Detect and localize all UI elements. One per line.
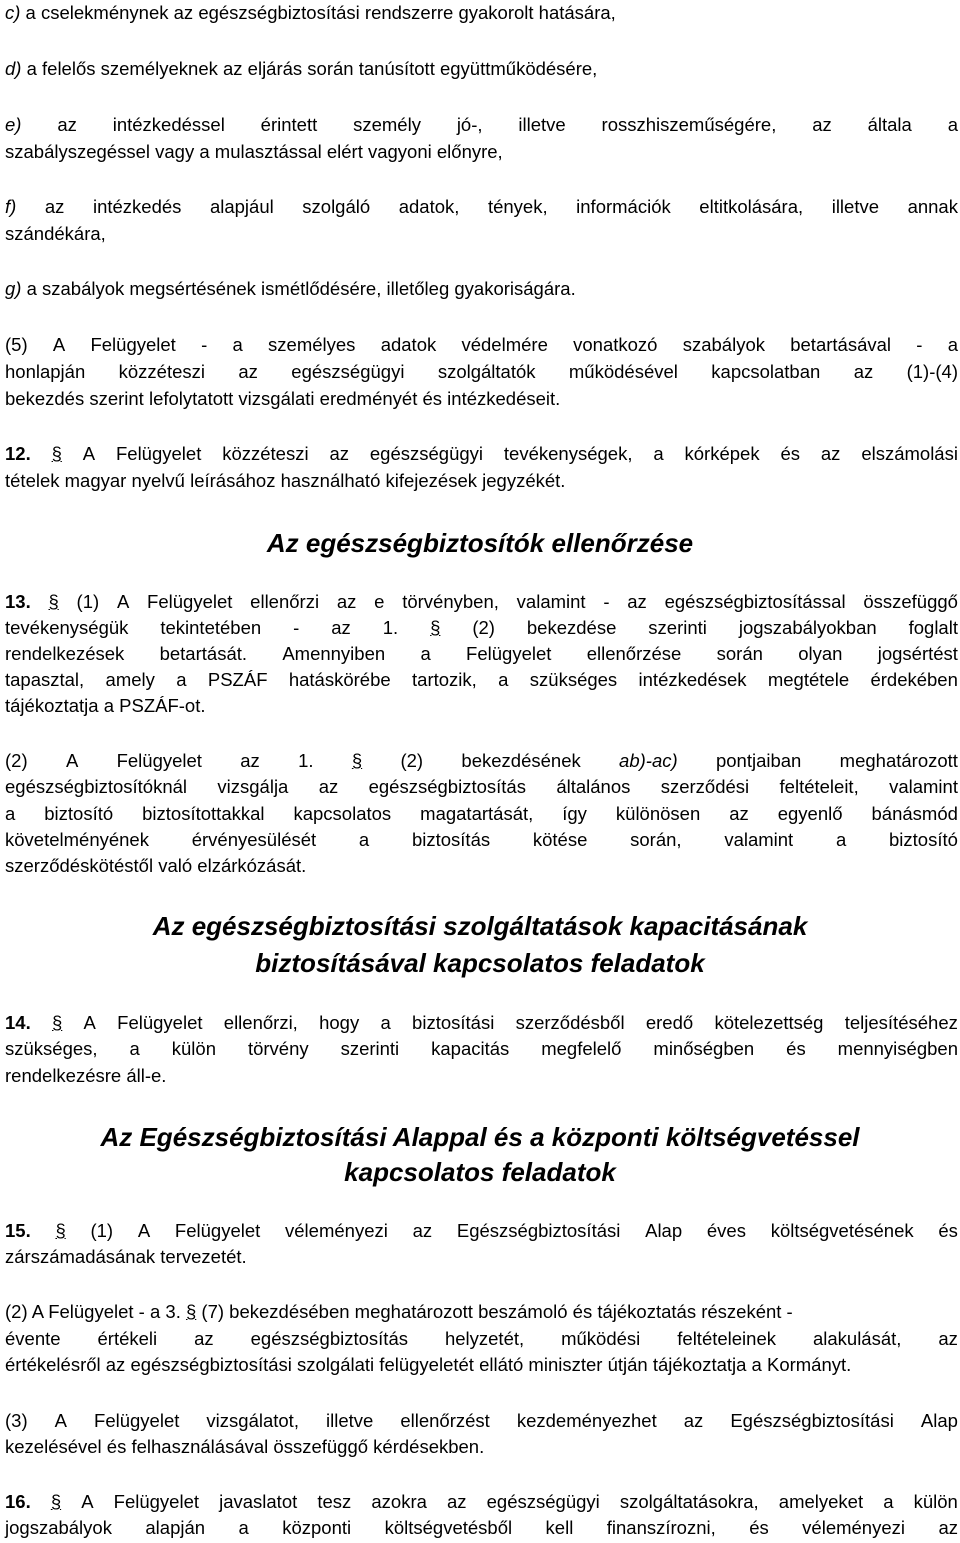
section-15-2-line3: értékelésről az egészségbiztosítási szolgálati felügyeletét ellátó miniszter útján tájékoztatja a Kormányt. [5,1354,852,1375]
paragraph-sign-link[interactable]: § [351,750,363,771]
section-15-line1 [5,1222,958,1241]
word: az [683,1410,704,1431]
word: közzéteszi [222,443,309,464]
word: Egészségbiztosítási [730,1410,894,1431]
word: egészségügyi [486,1491,600,1512]
word: A [82,443,96,464]
para5-line3: bekezdés szerint lefolytatott vizsgálati eredményét és intézkedéseit. [5,388,561,409]
word: vizsgálja [217,776,289,797]
word: A [52,334,66,355]
word: adatok, [398,196,460,217]
word: (2) [472,617,495,638]
word: az [627,591,647,612]
word: Felügyelet [94,1410,180,1431]
word: A [81,1491,94,1512]
paragraph-sign-link[interactable]: § [55,1220,66,1241]
word: kezdeményezhet [516,1410,657,1431]
word: az [729,803,749,824]
word: szükséges, [5,1038,98,1059]
word: kötelezettség [714,1012,824,1033]
item-c [5,4,616,23]
word: a [176,669,187,690]
section-14-line3: rendelkezésre áll-e. [5,1065,167,1086]
word: egészségbiztosítással [664,591,846,612]
word: kapcsolatos [293,803,392,824]
word: tekintetében [160,617,262,638]
section-heading-line1: Az Egészségbiztosítási Alappal és a központi költségvetéssel [100,1122,860,1152]
word: bekezdésének [461,750,581,771]
word: biztosítottakkal [142,803,265,824]
word: PSZÁF [207,669,268,690]
word: kapcsolatban [711,361,821,382]
word: az [820,443,841,464]
word: egyenlő [777,803,843,824]
word: a [947,114,958,135]
word: a [5,803,16,824]
word: amely [105,669,155,690]
word: és [938,1220,958,1241]
section-14-line1 [5,1014,958,1033]
word: külön [913,1491,958,1512]
word: e [374,591,385,612]
word: illetve [831,196,880,217]
word: költségvetésből [384,1517,513,1538]
section-13-line3 [5,645,958,664]
section-12-line1 [5,445,958,464]
word: Felügyelet [116,750,202,771]
item-marker: c) [5,2,21,23]
word: eredő [645,1012,694,1033]
word: a [358,829,370,850]
item-e-line1 [5,116,958,135]
word: 1. [298,750,314,771]
word: bánásmód [871,803,958,824]
word: tartozik, [412,669,477,690]
word: költségvetésének [770,1220,914,1241]
word: betartásával [790,334,892,355]
word: a [947,334,958,355]
word: honlapján [5,361,86,382]
word: valamint [889,776,958,797]
section-15-2-line2 [5,1330,958,1349]
word: vizsgálatot, [206,1410,299,1431]
word: foglalt [908,617,958,638]
word: hogy [319,1012,360,1033]
word: tesz [317,1491,352,1512]
section-14-line2 [5,1040,958,1059]
word: különösen [615,803,701,824]
word: a [835,829,847,850]
word: és [780,443,801,464]
word: során, [630,829,682,850]
word: évente [5,1328,61,1349]
word: a [883,1491,894,1512]
word: ab)-ac) [619,750,678,771]
word: összefüggő [863,591,958,612]
word: illetve [518,114,566,135]
section-16-line2 [5,1519,958,1538]
word: tapasztal, [5,669,85,690]
word: javaslatot [219,1491,298,1512]
word: Felügyelet [147,591,233,612]
word: a [238,1517,249,1538]
word: külön [171,1038,216,1059]
word: jó-, [456,114,483,135]
section-13-2-line1 [5,752,958,771]
word: intézkedés [92,196,182,217]
word: eltitkolására, [699,196,804,217]
section-heading: Az egészségbiztosítók ellenőrzése [266,528,694,558]
section-13-2-line4 [5,831,958,850]
word: biztosítási [412,1012,495,1033]
word: és [749,1517,769,1538]
item-marker: g) [5,278,22,299]
word: az [412,1220,433,1241]
section-15-3-line2: kezelésével és felhasználásával összefüggő kérdésekben. [5,1436,485,1457]
section-heading-line1: Az egészségbiztosítási szolgáltatások kapacitásának [152,911,808,941]
word: követelményének [5,829,149,850]
word: bekezdése [526,617,617,638]
word: védelmére [461,334,548,355]
word: az [57,114,77,135]
word: az [812,114,832,135]
word: Felügyelet [117,1012,203,1033]
word: az [318,776,339,797]
word: és [786,1038,806,1059]
word: a [420,643,431,664]
word: - [603,591,610,612]
word: Felügyelet [466,643,552,664]
section-number: 12. [5,443,31,464]
word: adatok [380,334,437,355]
word: Felügyelet [115,443,202,464]
word: (3) [5,1410,28,1431]
word: rendelkezések [5,643,125,664]
word: központi [282,1517,352,1538]
section-15-2-line1: (2) A Felügyelet - a 3. § (7) bekezdésében meghatározott beszámoló és tájékoztatás részeként - [5,1301,793,1322]
word: megtétele [767,669,850,690]
word: általa [867,114,912,135]
item-d [5,60,597,79]
word: érdekében [870,669,958,690]
paragraph-sign-link[interactable]: § [430,617,441,638]
word: a [653,443,664,464]
word: feltételeit, [779,776,859,797]
word: rosszhiszeműségére, [601,114,777,135]
word: Felügyelet [174,1220,261,1241]
word: szolgáltatásokra, [619,1491,759,1512]
section-13-line2 [5,619,958,638]
word: - [201,334,208,355]
word: vonatkozó [573,334,658,355]
word: betartását. [159,643,248,664]
paragraph-sign-link[interactable]: § [185,1301,197,1322]
word: jogszabályokban [738,617,877,638]
word: egészségbiztosítóknál [5,776,188,797]
word: A [116,591,130,612]
word: így [562,803,587,824]
paragraph-sign-link[interactable]: § [48,591,59,612]
word: amelyeket [778,1491,864,1512]
word: tények, [487,196,548,217]
word: érvényesülését [191,829,317,850]
word: - [916,334,923,355]
section-number: 16. [5,1491,31,1512]
para5-line1 [5,336,958,355]
word: valamint [724,829,794,850]
word: teljesítéséhez [844,1012,958,1033]
section-13-line1 [5,593,958,612]
word: a [232,334,243,355]
item-e-line2: szabályszegéssel vagy a mulasztással elért vagyoni előnyre, [5,141,503,162]
word: kórképek [684,443,760,464]
word: (2) [5,750,28,771]
section-heading-line2: biztosításával kapcsolatos feladatok [255,948,705,978]
word: olyan [798,643,843,664]
word: az [238,361,258,382]
word: (1)-(4) [906,361,958,382]
word: elszámolási [861,443,958,464]
word: minőségben [653,1038,755,1059]
word: szolgáltatók [437,361,536,382]
word: szerinti [340,1038,400,1059]
section-number: 15. [5,1220,31,1241]
word: Alap [645,1220,683,1241]
word: kell [545,1517,574,1538]
word: meghatározott [839,750,958,771]
word: A [65,750,79,771]
item-marker: d) [5,58,22,79]
word: az [853,361,874,382]
word: megfelelő [541,1038,622,1059]
word: kapacitás [431,1038,510,1059]
section-15-line2: zárszámadásának tervezetét. [5,1246,247,1267]
word: magatartását, [420,803,534,824]
section-13-line4 [5,671,958,690]
word: az [447,1491,467,1512]
section-13-2-line5: szerződéskötéstől való elzárkózását. [5,855,307,876]
word: személy [353,114,421,135]
word: törvény [247,1038,309,1059]
word: mennyiségben [837,1038,958,1059]
item-text: a szabályok megsértésének ismétlődésére, illetőleg gyakoriságára. [21,278,576,299]
item-g [5,280,576,299]
word: egészségügyi [369,443,484,464]
item-text: a felelős személyeknek az eljárás során tanúsított együttműködésére, [21,58,598,79]
word: közzéteszi [118,361,205,382]
section-15-3-line1 [5,1412,958,1431]
item-marker: e) [5,114,22,135]
word: - [293,617,300,638]
word: alapjául [209,196,274,217]
word: szükséges [529,669,618,690]
word: (1) [76,591,100,612]
word: biztosítás [411,829,491,850]
word: pontjaiban [715,750,802,771]
word: egészségbiztosítás [250,1328,408,1349]
word: ellenőrzi [250,591,320,612]
word: jogsértést [877,643,958,664]
word: tevékenységük [5,617,129,638]
word: 1. [382,617,399,638]
word: a [380,1012,391,1033]
word: az [240,750,260,771]
word: során [716,643,763,664]
item-f-line1 [5,198,958,217]
section-number: 14. [5,1012,31,1033]
item-f-line2: szándékára, [5,223,106,244]
section-16-line1 [5,1493,958,1512]
word: Alap [920,1410,958,1431]
word: biztosító [44,803,114,824]
word: törvényben, [402,591,499,612]
para5-line2 [5,363,958,382]
word: annak [907,196,958,217]
word: szabályok [682,334,765,355]
word: véleményezi [285,1220,388,1241]
word: szerinti [648,617,707,638]
section-number: 13. [5,591,31,612]
word: egészségügyi [291,361,405,382]
word: alakulását, [812,1328,902,1349]
word: finanszírozni, [606,1517,716,1538]
word: (2) [400,750,424,771]
item-text: a cselekménynek az egészségbiztosítási rendszerre gyakorolt hatására, [20,2,616,23]
word: Egészségbiztosítási [456,1220,621,1241]
word: A [83,1012,96,1033]
section-12-line2: tételek magyar nyelvű leírásához használható kifejezések jegyzékét. [5,470,566,491]
word: hatáskörébe [288,669,391,690]
word: a [498,669,509,690]
word: (1) [90,1220,114,1241]
word: kötése [532,829,588,850]
word: ellenőrzése [586,643,682,664]
word: Felügyelet [113,1491,199,1512]
word: az [938,1328,958,1349]
word: érintett [260,114,318,135]
word: valamint [516,591,586,612]
word: (5) [5,334,28,355]
word: véleményezi [802,1517,905,1538]
word: illetve [326,1410,374,1431]
item-marker: f) [5,196,17,217]
word: intézkedések [638,669,747,690]
word: ellenőrzi, [223,1012,298,1033]
section-heading-line2: kapcsolatos feladatok [344,1157,616,1187]
word: ellenőrzést [400,1410,490,1431]
word: Amennyiben [282,643,386,664]
paragraph-sign-link[interactable]: § [50,1491,62,1512]
word: értékeli [97,1328,158,1349]
word: alapján [145,1517,206,1538]
word: az [329,443,350,464]
word: A [54,1410,67,1431]
word: jogszabályok [5,1517,112,1538]
word: szerződési [660,776,750,797]
word: biztosító [889,829,958,850]
word: tevékenységek, [503,443,633,464]
word: feltételeinek [677,1328,776,1349]
word: szerződésből [515,1012,625,1033]
word: intézkedéssel [112,114,225,135]
word: információk [576,196,671,217]
word: A [137,1220,151,1241]
word: éves [706,1220,746,1241]
section-13-2-line2 [5,778,958,797]
word: az [336,591,357,612]
word: személyes [268,334,356,355]
word: helyzetét, [444,1328,525,1349]
section-13-2-line3 [5,805,958,824]
word: az [938,1517,958,1538]
paragraph-sign-link[interactable]: § [51,443,62,464]
word: az [44,196,65,217]
word: a [129,1038,140,1059]
word: azokra [371,1491,427,1512]
word: Felügyelet [90,334,176,355]
paragraph-sign-link[interactable]: § [51,1012,63,1033]
word: működési [561,1328,641,1349]
word: az [194,1328,214,1349]
word: működésével [568,361,678,382]
section-13-line5: tájékoztatja a PSZÁF-ot. [5,695,206,716]
word: általános [556,776,631,797]
word: szolgáló [302,196,371,217]
word: az [331,617,351,638]
word: egészségbiztosítás [368,776,526,797]
